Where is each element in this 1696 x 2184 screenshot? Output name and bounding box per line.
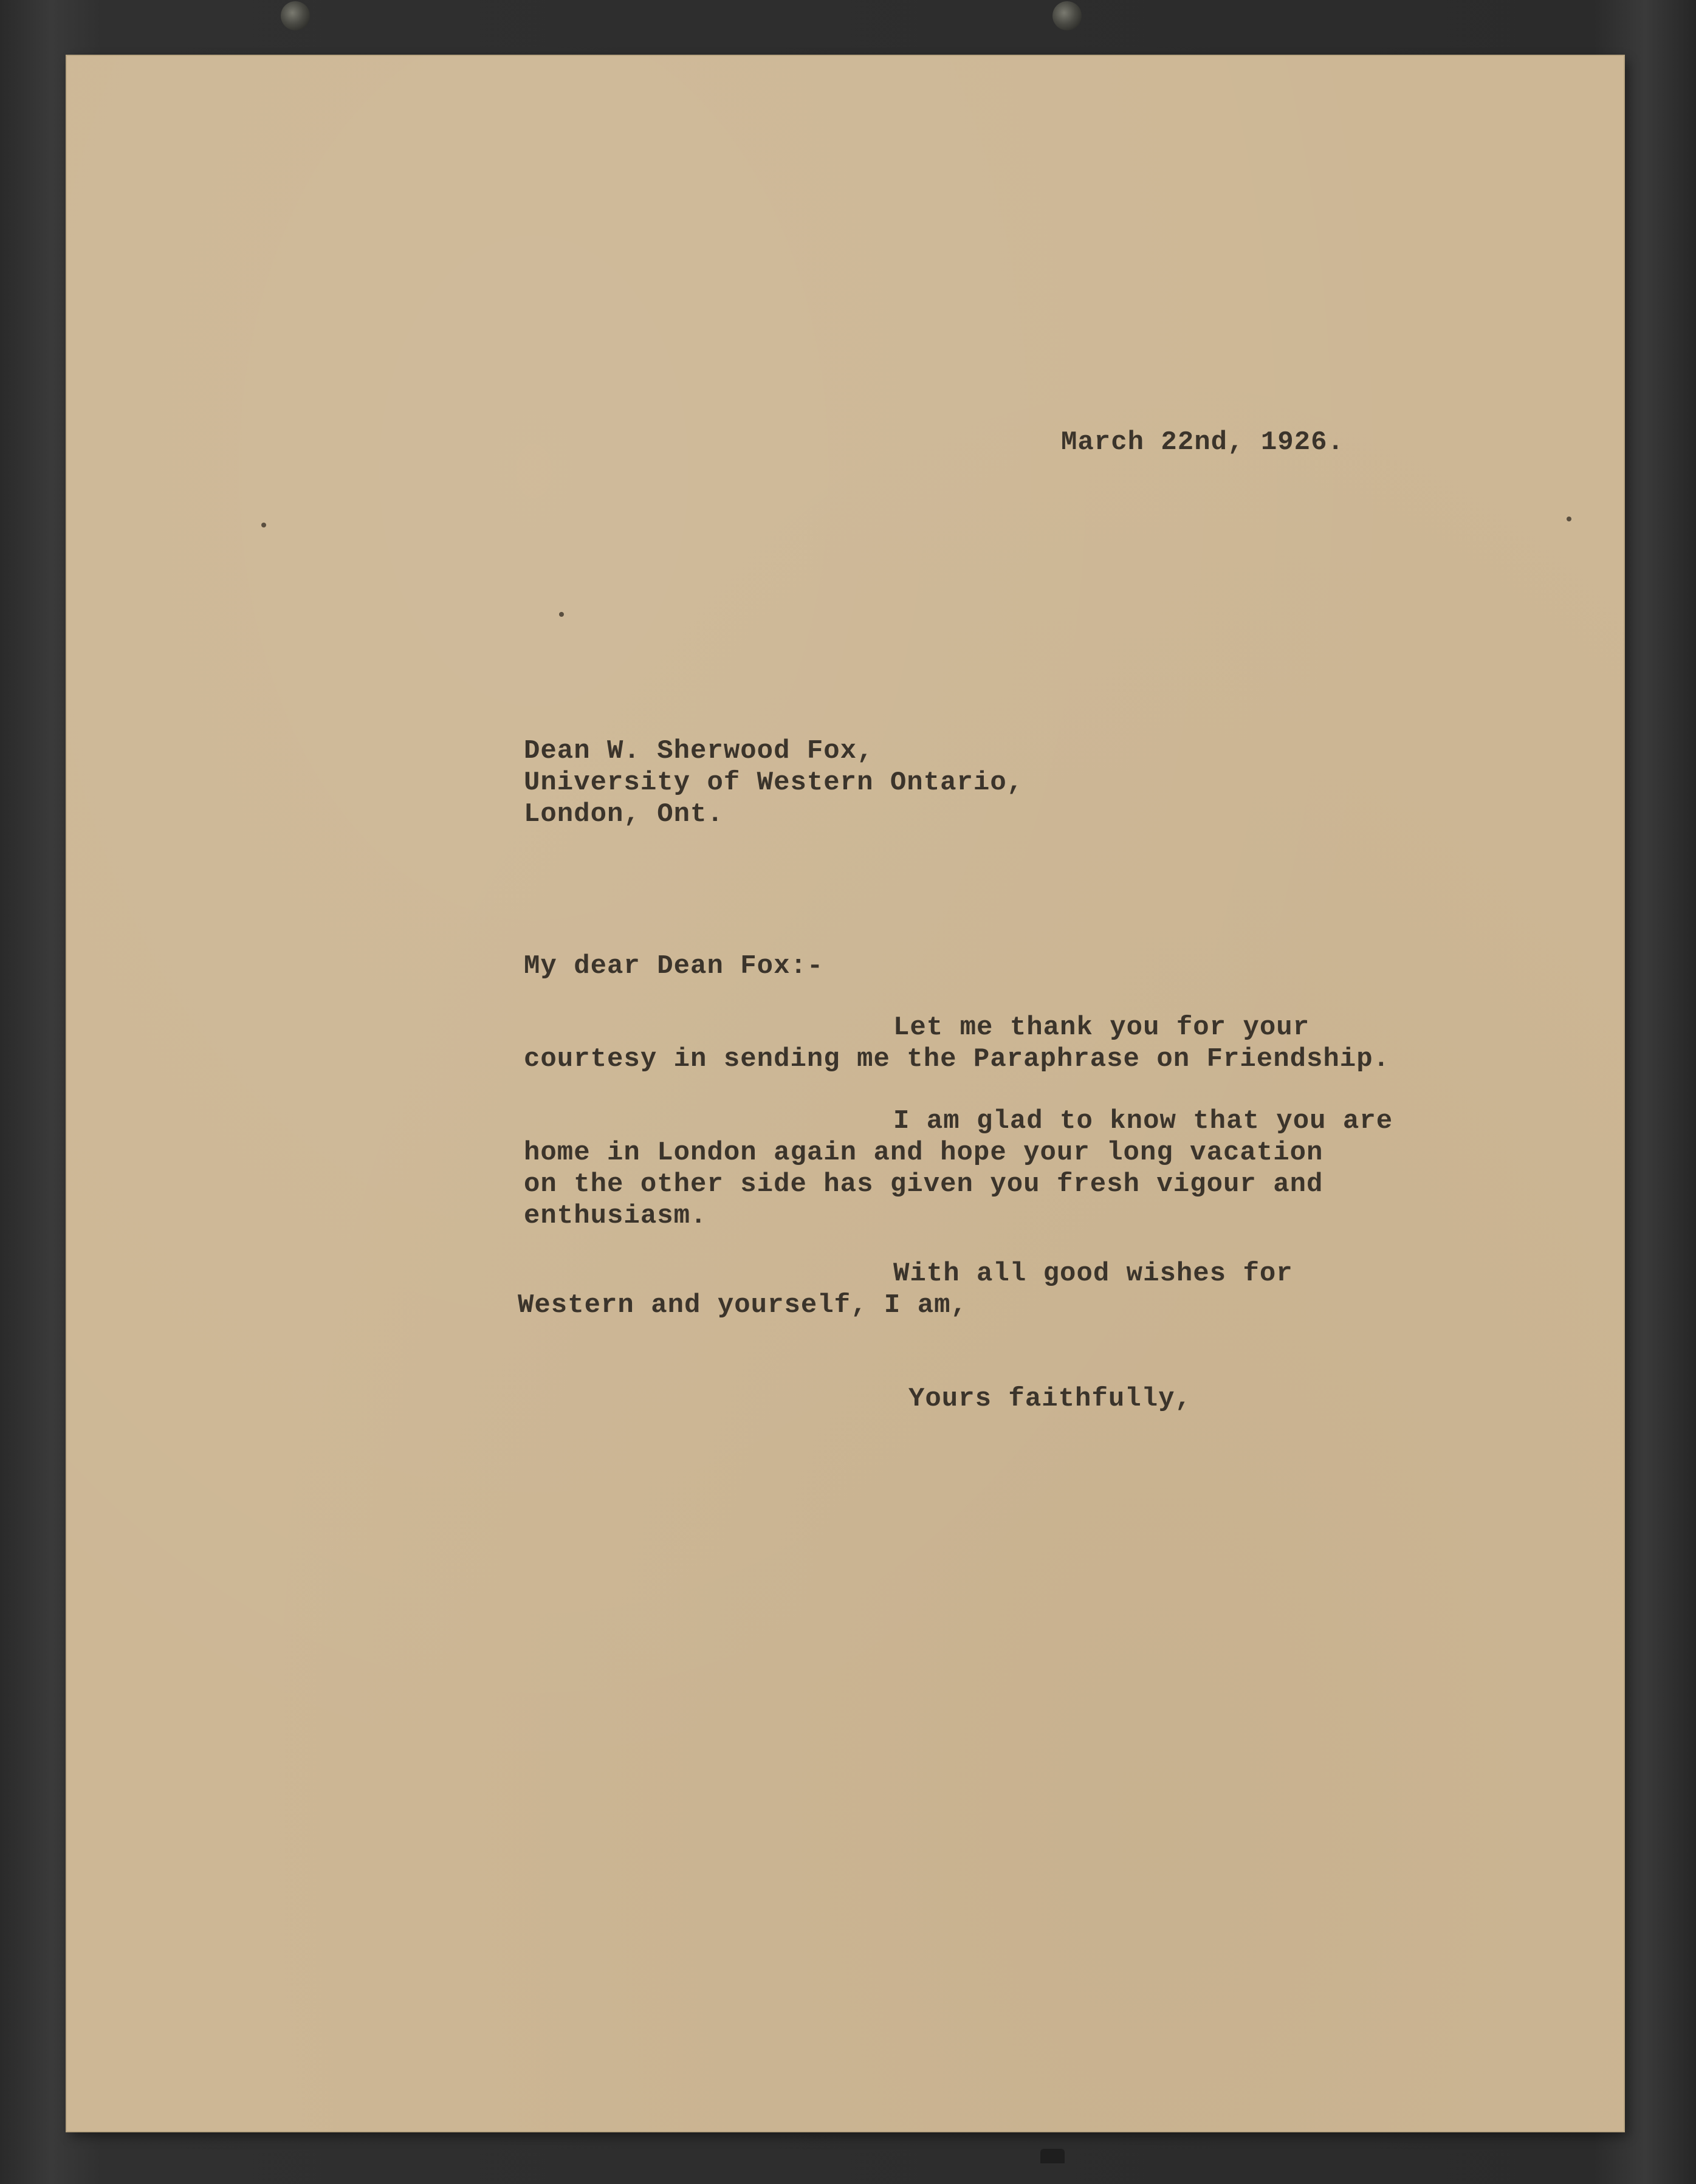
paper-fleck bbox=[559, 612, 564, 617]
letter-page bbox=[67, 56, 1624, 2131]
paragraph-3-line: Western and yourself, I am, bbox=[518, 1290, 967, 1320]
paper-fleck bbox=[261, 523, 266, 527]
page-notch bbox=[1040, 2149, 1065, 2163]
binder-rivet-left bbox=[281, 1, 310, 30]
paper-fleck bbox=[1567, 517, 1571, 521]
paragraph-2-line: on the other side has given you fresh vigour and bbox=[524, 1169, 1323, 1200]
paragraph-2-line: enthusiasm. bbox=[524, 1201, 707, 1231]
binder-rivet-right bbox=[1052, 1, 1082, 30]
recipient-institution: University of Western Ontario, bbox=[524, 767, 1024, 798]
paragraph-1-first-line: Let me thank you for your bbox=[893, 1012, 1310, 1043]
letter-date: March 22nd, 1926. bbox=[1061, 427, 1344, 458]
letter-closing: Yours faithfully, bbox=[908, 1384, 1192, 1414]
paragraph-2-line: home in London again and hope your long vacation bbox=[524, 1138, 1323, 1168]
letter-salutation: My dear Dean Fox:- bbox=[524, 951, 824, 981]
recipient-name: Dean W. Sherwood Fox, bbox=[524, 736, 874, 766]
paragraph-1-line: courtesy in sending me the Paraphrase on Friendship. bbox=[524, 1044, 1390, 1074]
paragraph-3-first-line: With all good wishes for bbox=[893, 1259, 1293, 1289]
paragraph-2-first-line: I am glad to know that you are bbox=[893, 1106, 1393, 1136]
recipient-city: London, Ont. bbox=[524, 799, 724, 829]
